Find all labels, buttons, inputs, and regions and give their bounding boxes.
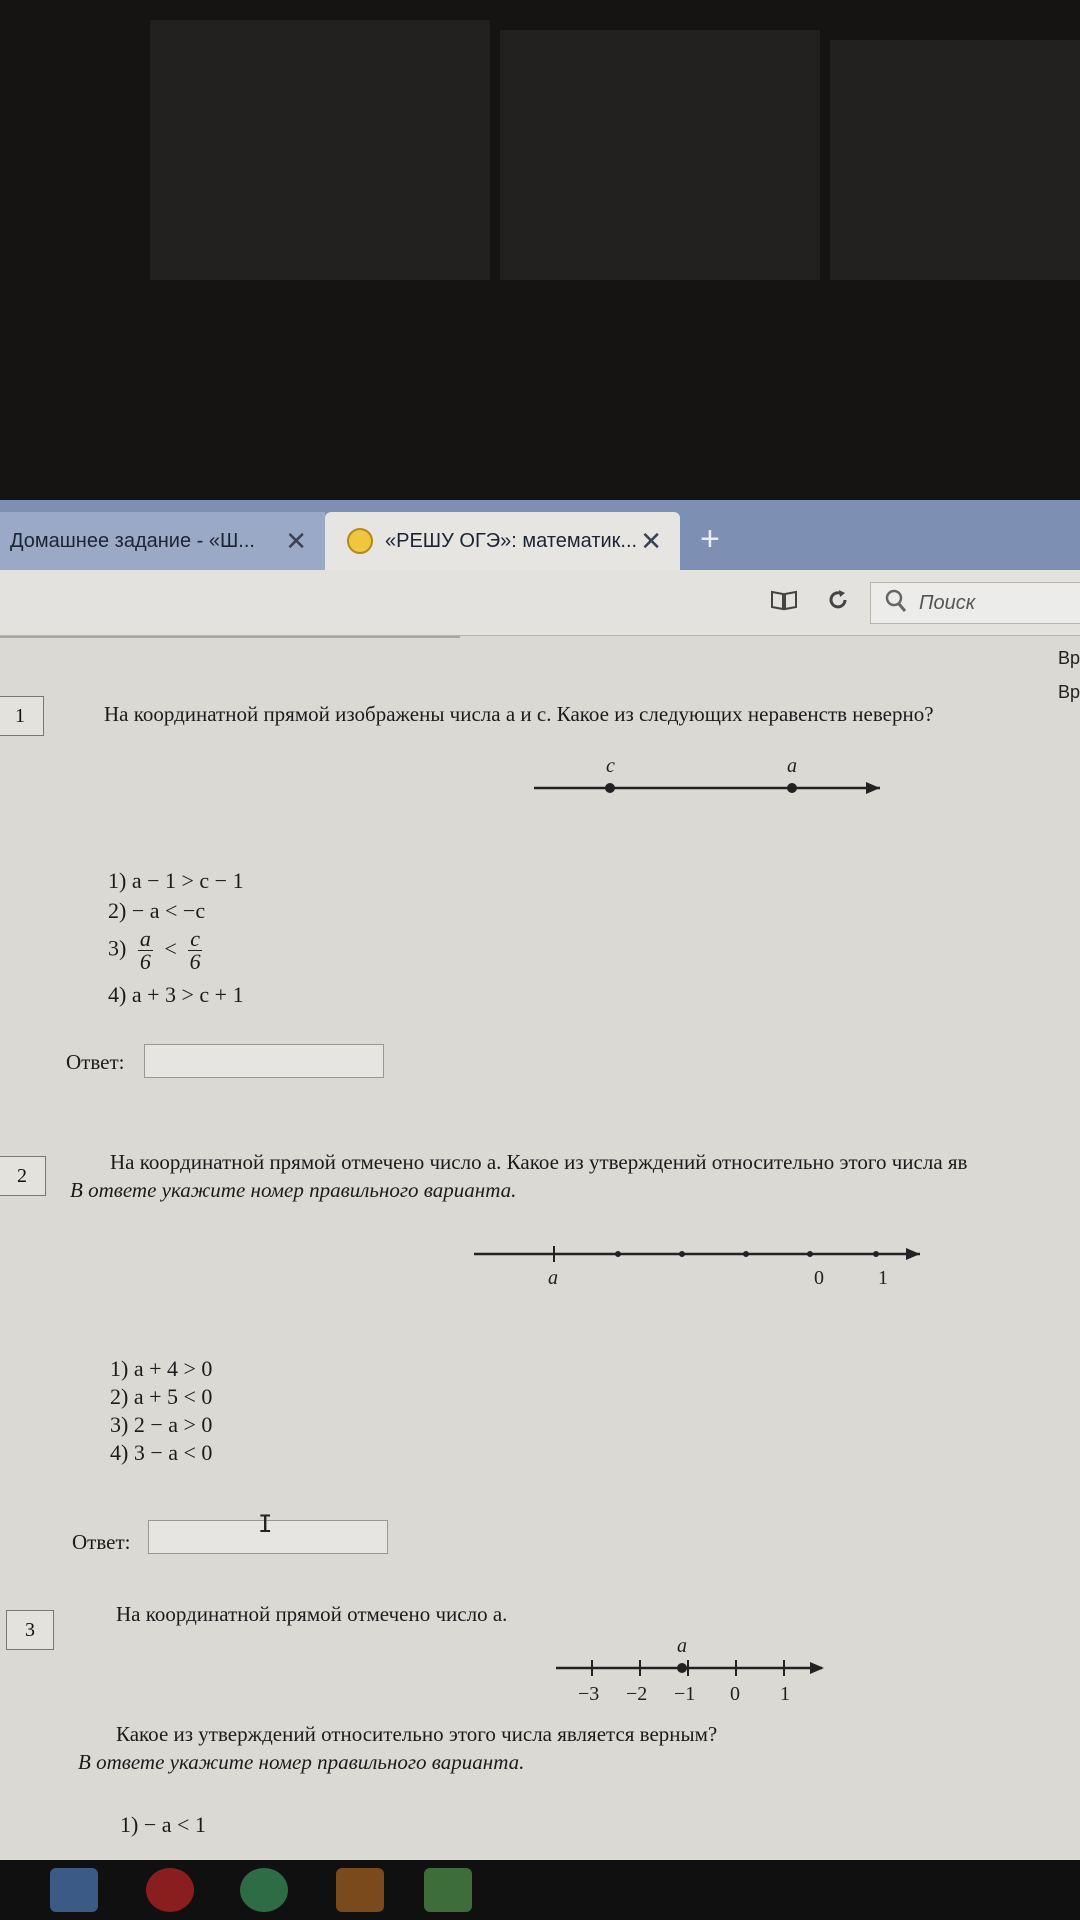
question-text: Какое из утверждений относительно этого числа является верным?: [116, 1722, 718, 1746]
site-favicon-icon: [347, 528, 373, 554]
os-taskbar: [0, 1860, 1080, 1920]
question-number: 1: [0, 696, 44, 736]
tab-reshu-oge[interactable]: [325, 512, 680, 570]
option-1: 1) − a < 1: [120, 1812, 206, 1837]
search-input[interactable]: [870, 582, 1080, 624]
tick-label-1: 1: [780, 1683, 790, 1705]
point-label-c: c: [606, 755, 615, 777]
point-label-a: a: [548, 1267, 558, 1289]
tick-label-0: 0: [730, 1683, 740, 1705]
question-text: На координатной прямой изображены числа a и c. Какое из следующих неравенств неверно?: [104, 702, 934, 726]
side-label: Вр: [1057, 648, 1080, 668]
option-1: 1) a + 4 > 0: [110, 1356, 213, 1381]
background-panel: [150, 20, 490, 280]
instruction-text: В ответе укажите номер правильного варианта.: [78, 1750, 525, 1774]
tick-label-0: 0: [814, 1267, 824, 1289]
option-2: 2) − a < −c: [108, 898, 206, 923]
text-cursor-icon: I: [258, 1510, 273, 1538]
speaker-icon[interactable]: [50, 1868, 98, 1912]
monitor-screen: [0, 500, 1080, 1860]
question-text: На координатной прямой отмечено число a.: [116, 1602, 508, 1626]
browser-icon[interactable]: [146, 1868, 194, 1912]
mail-icon[interactable]: [240, 1868, 288, 1912]
tab-label: Домашнее задание - «Ш...: [10, 529, 255, 552]
option-1: 1) a − 1 > c − 1: [108, 868, 244, 893]
tab-homework[interactable]: [0, 512, 325, 570]
background-panel: [500, 30, 820, 280]
tab-strip: [0, 500, 1080, 570]
option-3: 3) 2 − a > 0: [110, 1412, 213, 1437]
browser-toolbar: [0, 570, 1080, 636]
option-2: 2) a + 5 < 0: [110, 1384, 213, 1409]
number-line-q3: [552, 1636, 842, 1706]
tick-label-minus-3: −3: [578, 1683, 600, 1705]
answer-label: Ответ:: [66, 1050, 125, 1074]
question-text: На координатной прямой отмечено число a. Какое из утверждений относительно этого числа яв: [110, 1150, 968, 1174]
reader-view-icon[interactable]: [770, 588, 798, 618]
number-line-q1: [530, 756, 890, 806]
tab-label: «РЕШУ ОГЭ»: математик...: [385, 529, 638, 552]
answer-field-q1[interactable]: [144, 1044, 384, 1078]
background-panel: [830, 40, 1080, 280]
question-number: 2: [0, 1156, 46, 1196]
option-3: 3) $\frac{a}{6}$ < $\frac{c}{6}$: [108, 926, 201, 974]
point-label-a: a: [787, 755, 797, 777]
close-icon[interactable]: ✕: [640, 525, 662, 556]
close-icon[interactable]: ✕: [285, 525, 307, 556]
tick-label-minus-1: −1: [674, 1683, 696, 1705]
option-4: 4) 3 − a < 0: [110, 1440, 213, 1465]
search-icon: [885, 589, 907, 619]
search-placeholder: Поиск: [919, 591, 976, 614]
tick-label-minus-2: −2: [626, 1683, 648, 1705]
reload-icon[interactable]: [826, 588, 850, 618]
number-line-q2: [470, 1236, 940, 1296]
spreadsheet-icon[interactable]: [424, 1868, 472, 1912]
room-backdrop: [0, 0, 1080, 500]
instruction-text: В ответе укажите номер правильного варианта.: [70, 1178, 517, 1202]
point-label-a: a: [677, 1635, 687, 1657]
app-icon[interactable]: [336, 1868, 384, 1912]
new-tab-button[interactable]: +: [700, 520, 720, 558]
page-content: [0, 636, 1080, 1860]
divider: [0, 636, 460, 638]
tick-label-1: 1: [878, 1267, 888, 1289]
option-4: 4) a + 3 > c + 1: [108, 982, 244, 1007]
question-number: 3: [6, 1610, 54, 1650]
side-label: Вр: [1057, 682, 1080, 702]
answer-label: Ответ:: [72, 1530, 131, 1554]
